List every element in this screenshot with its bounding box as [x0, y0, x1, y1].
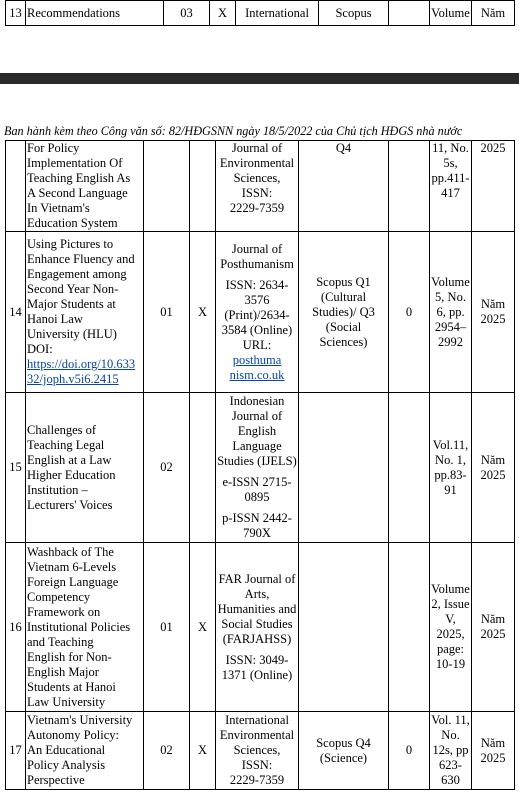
journal-line: Sciences, ISSN: — [233, 171, 281, 200]
volume-info — [430, 543, 472, 712]
year-line: Năm — [480, 452, 506, 467]
title-line: Implementation Of — [27, 156, 123, 170]
title-line: Higher Education — [27, 467, 116, 482]
title-line: Using Pictures to — [27, 237, 114, 251]
journal-line: Social Studies — [221, 616, 293, 631]
doi-link-line: 32/joph.v5i6.2415 — [27, 372, 119, 386]
journal-issn-line: 3576 — [244, 292, 270, 307]
doi-link[interactable] — [27, 357, 142, 387]
volume-line: 5s, — [443, 156, 458, 170]
title-line: Policy Analysis — [27, 758, 106, 772]
paper-title — [26, 141, 144, 232]
volume-line: 6, pp. — [436, 304, 465, 319]
volume-line: 11, No. — [432, 141, 469, 155]
title-line: Engagement among — [27, 267, 127, 281]
impact-factor: 0 — [389, 712, 430, 790]
journal-url-link[interactable]: nism.co.uk — [229, 367, 285, 382]
page-divider — [0, 73, 519, 84]
journal-line: Journal of — [231, 241, 283, 256]
title-line: Lecturers' Voices — [27, 497, 113, 512]
journal-line: Journal of — [231, 409, 283, 423]
title-line: English at a Law — [27, 452, 112, 467]
paper-title — [26, 712, 144, 790]
title-line: Perspective — [27, 773, 85, 787]
year-line: Năm — [480, 297, 506, 311]
title-line: For Policy — [27, 141, 80, 155]
row-number: 15 — [6, 393, 26, 543]
impact-factor — [389, 393, 430, 543]
author-count: 03 — [164, 1, 210, 26]
index-line: Q4 — [335, 141, 352, 155]
paper-title — [26, 232, 144, 393]
title-line: University (HLU) — [27, 327, 117, 341]
year-line: Năm — [480, 612, 506, 626]
index-type — [299, 141, 389, 232]
journal-line: Environmental — [219, 728, 295, 742]
volume-line: 623- — [439, 758, 462, 772]
journal-line: (FARJAHSS) — [222, 631, 292, 646]
volume-line: page: — [436, 642, 465, 656]
title-line: A Second Language — [27, 186, 128, 200]
journal-line: 2229-7359 — [229, 773, 285, 787]
journal-url — [217, 338, 297, 368]
lead-author-mark: X — [210, 1, 236, 26]
volume-info — [430, 232, 472, 393]
journal-pissn-line: p-ISSN 2442- — [222, 511, 292, 525]
year-line: 2025 — [480, 467, 506, 482]
journal-url-line — [217, 368, 297, 383]
journal-name: International — [236, 1, 319, 26]
journal-line: Humanities and — [217, 601, 297, 616]
journal-eissn-line: e-ISSN 2715- — [222, 475, 292, 489]
index-type — [299, 712, 389, 790]
journal-issn-line: 3584 (Online) — [221, 322, 293, 337]
index-type — [299, 232, 389, 393]
index-line: (Science) — [319, 750, 368, 765]
header-note: Ban hành kèm theo Công văn số: 82/HĐGSNN ngày 18/5/2022 của Chủ tịch HĐGS nhà nước — [4, 124, 463, 138]
publish-year — [472, 141, 515, 232]
index-line: Sciences) — [319, 334, 368, 349]
table-row — [6, 393, 515, 543]
journal-line: Language — [232, 439, 282, 453]
volume-line: 2954– — [434, 319, 467, 334]
title-line: Hanoi Law — [27, 312, 83, 326]
journal-name — [216, 232, 299, 393]
index-line: Scopus Q1 — [316, 274, 371, 289]
title-line: Framework on — [27, 604, 101, 619]
title-line: Education System — [27, 216, 118, 230]
paper-title — [26, 543, 144, 712]
journal-line: Environmental — [219, 156, 295, 170]
year-line: 2025 — [480, 141, 506, 155]
volume-line: 10-19 — [435, 657, 466, 671]
index-line: (Social — [325, 319, 362, 334]
title-line: English Major — [27, 664, 99, 679]
paper-title: Recommendations — [26, 1, 164, 26]
publications-table — [5, 140, 515, 790]
row-number: 16 — [6, 543, 26, 712]
row-number: 13 — [6, 1, 26, 26]
year-line: Năm — [480, 735, 506, 750]
table-row — [6, 543, 515, 712]
title-line: Law University — [27, 694, 106, 709]
lead-author-mark: X — [190, 232, 216, 393]
index-type — [299, 393, 389, 543]
title-line: Vietnam 6-Levels — [27, 559, 117, 574]
title-line: Institution – — [27, 482, 88, 497]
paper-title — [26, 393, 144, 543]
volume-line: Vol.11, — [432, 437, 469, 452]
journal-name — [216, 393, 299, 543]
title-line: Competency — [27, 589, 91, 604]
index-type: Scopus — [319, 1, 389, 26]
volume-line: 417 — [441, 186, 460, 200]
volume-line: Volume — [431, 274, 470, 289]
impact-factor — [389, 141, 430, 232]
journal-line: FAR Journal of — [218, 571, 296, 586]
title-line: Autonomy Policy: — [27, 728, 120, 742]
journal-pissn-line: 790X — [243, 526, 271, 540]
index-line: (Cultural — [320, 289, 367, 304]
publish-year — [472, 543, 515, 712]
volume-line: Vol. 11, — [431, 713, 470, 727]
journal-issn-line: ISSN: 2634- — [225, 277, 289, 292]
title-line: Major Students at — [27, 297, 116, 311]
doi-link-line: https://doi.org/10.633 — [27, 357, 136, 371]
title-line: Washback of The — [27, 544, 114, 559]
impact-factor — [389, 1, 430, 26]
author-count: 01 — [144, 232, 190, 393]
title-line: Vietnam's University — [27, 713, 133, 727]
volume-line: 5, No. — [435, 289, 466, 304]
journal-line: Journal of — [231, 141, 283, 155]
volume-line: 91 — [444, 482, 457, 497]
journal-line: 2229-7359 — [229, 201, 285, 215]
journal-line: Studies (IJELS) — [217, 454, 297, 468]
row-number — [6, 141, 26, 232]
impact-factor — [389, 543, 430, 712]
title-line: Second Year Non- — [27, 282, 119, 296]
title-line: Institutional Policies — [27, 619, 131, 634]
journal-line: English — [237, 424, 277, 438]
volume-line: 2992 — [438, 334, 463, 349]
row-number: 17 — [6, 712, 26, 790]
journal-issn-line: (Print)/2634- — [224, 307, 290, 322]
lead-author-mark: X — [190, 712, 216, 790]
volume-line: No. 1, — [435, 452, 466, 467]
journal-issn-line: 1371 (Online) — [221, 667, 293, 682]
volume-info — [430, 712, 472, 790]
top-table-fragment — [5, 0, 515, 26]
doi-label: DOI: — [27, 342, 53, 356]
journal-line: International — [225, 713, 289, 727]
lead-author-mark: X — [190, 543, 216, 712]
title-line: Students at Hanoi — [27, 679, 116, 694]
volume-info — [430, 393, 472, 543]
title-line: English for Non- — [27, 649, 112, 664]
table-row — [6, 141, 515, 232]
journal-name — [216, 543, 299, 712]
title-line: Teaching English As — [27, 171, 131, 185]
volume-line: pp.411- — [431, 171, 470, 185]
title-line: Enhance Fluency and — [27, 252, 135, 266]
volume-line: pp.83- — [434, 467, 467, 482]
author-count: 01 — [144, 543, 190, 712]
journal-line: Indonesian — [229, 394, 285, 408]
table-row — [6, 712, 515, 790]
year-line: 2025 — [480, 312, 506, 326]
volume-line: 12s, pp — [432, 743, 469, 757]
lead-author-mark — [190, 141, 216, 232]
year-line: 2025 — [480, 750, 506, 765]
title-line: In Vietnam's — [27, 201, 90, 215]
volume-info: Volume — [430, 1, 472, 26]
journal-url-link[interactable]: posthuma — [232, 352, 282, 367]
table-row — [6, 1, 515, 26]
author-count: 02 — [144, 393, 190, 543]
journal-url-label: URL: — [242, 337, 272, 352]
volume-line: No. — [441, 728, 460, 742]
volume-line: 630 — [441, 773, 460, 787]
journal-name — [216, 712, 299, 790]
title-line: Challenges of — [27, 422, 97, 437]
journal-line: Sciences, ISSN: — [233, 743, 281, 772]
volume-line: V, — [445, 612, 456, 626]
title-line: Teaching Legal — [27, 437, 105, 452]
publish-year — [472, 232, 515, 393]
index-line: Studies)/ Q3 — [312, 304, 375, 319]
year-line: 2025 — [480, 627, 506, 641]
row-number: 14 — [6, 232, 26, 393]
volume-line: 2, Issue — [431, 597, 470, 611]
index-line: Scopus Q4 — [316, 735, 371, 750]
publish-year — [472, 712, 515, 790]
journal-name — [216, 141, 299, 232]
journal-eissn-line: 0895 — [244, 490, 270, 504]
journal-issn-line: ISSN: 3049- — [225, 652, 289, 667]
title-line: Foreign Language — [27, 574, 119, 589]
table-row — [6, 232, 515, 393]
journal-line: Posthumanism — [220, 256, 294, 271]
title-line: and Teaching — [27, 634, 94, 649]
volume-line: Volume — [431, 582, 470, 596]
publish-year: Năm — [472, 1, 515, 26]
author-count — [144, 141, 190, 232]
title-line: An Educational — [27, 743, 106, 757]
index-type — [299, 543, 389, 712]
publish-year — [472, 393, 515, 543]
volume-line: 2025, — [436, 627, 465, 641]
author-count: 02 — [144, 712, 190, 790]
impact-factor: 0 — [389, 232, 430, 393]
lead-author-mark — [190, 393, 216, 543]
journal-line: Arts, — [244, 586, 270, 601]
volume-info — [430, 141, 472, 232]
